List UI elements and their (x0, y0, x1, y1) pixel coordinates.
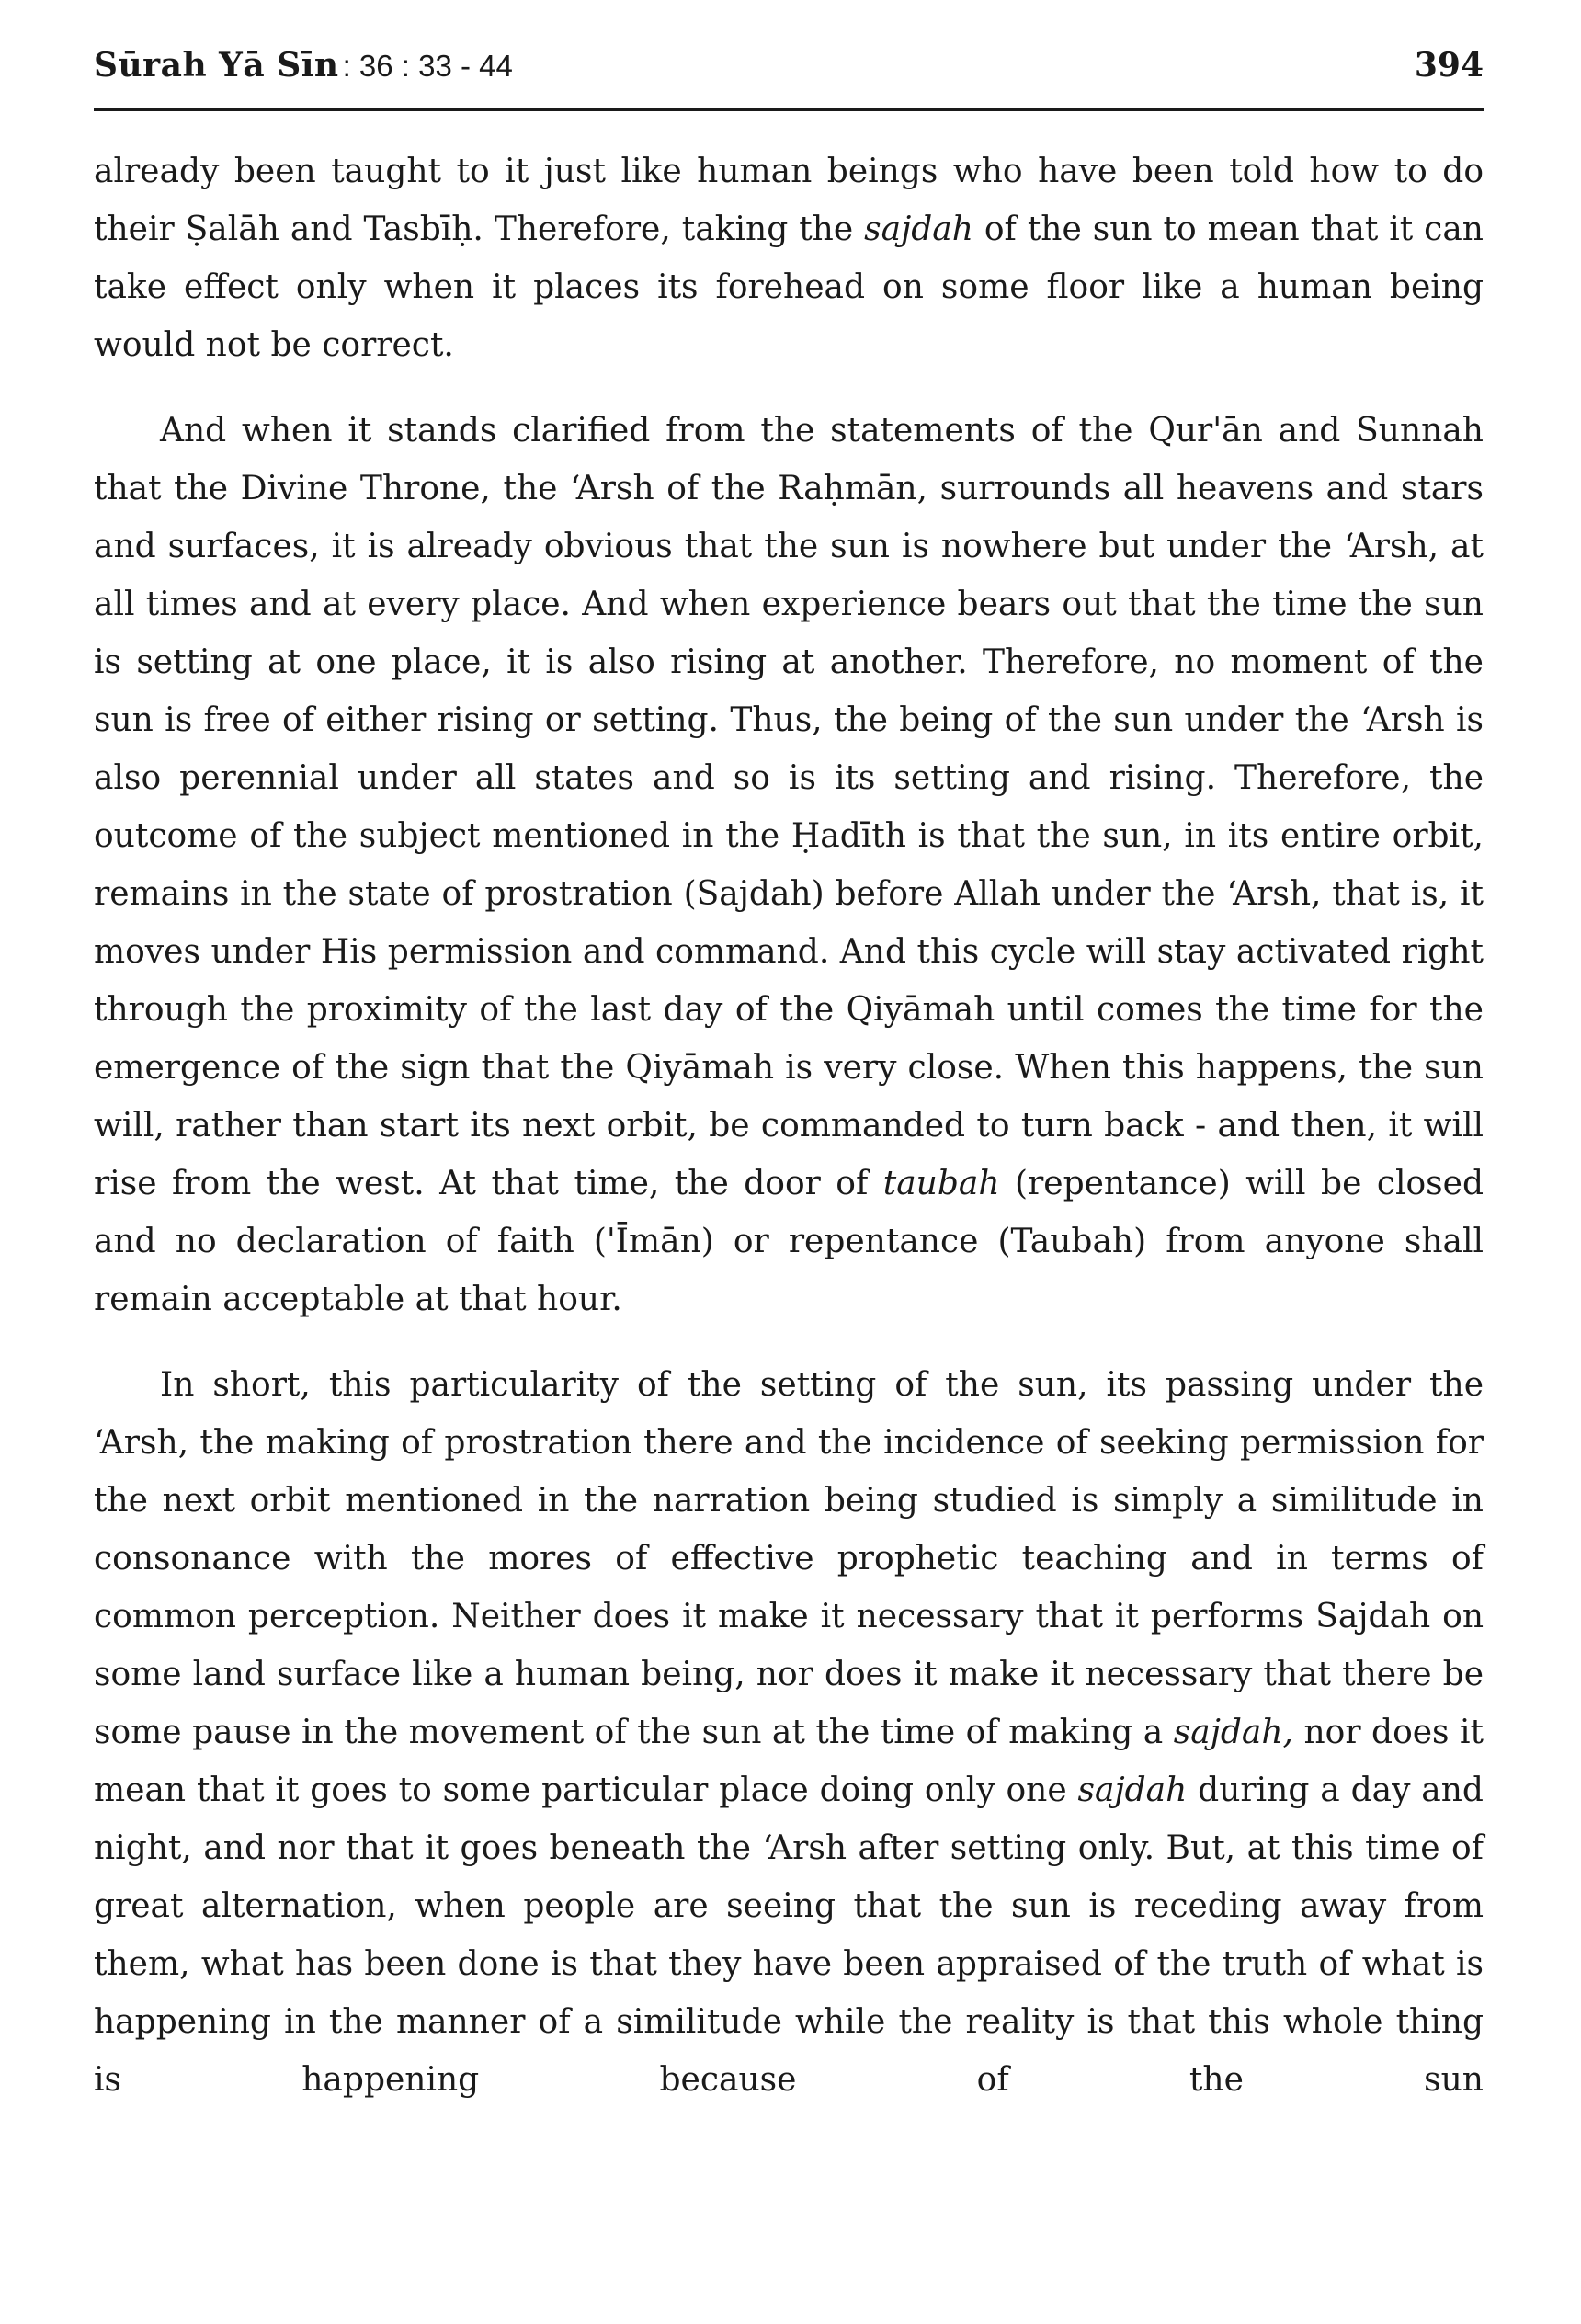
paragraph-continued (94, 142, 1484, 374)
running-header (94, 46, 1484, 111)
paragraph-text: In short, this particularity of the setting of the sun, its passing under the ‘Arsh, the making of prostration there and the incidence of seeking permission for the next orbit mentioned in the narration being studied is simply a similitude in consonance with the mores of effective prophetic teaching and in terms of common perception. Neither does it make it necessary that it performs Sajdah on some land surface like a human being, nor does it make it necessary that there be some pause in the movement of the sun at the time of making a (94, 1366, 1484, 1751)
page-number: 394 (1414, 46, 1484, 85)
paragraph-text: (repentance) will be closed and no declaration of faith ('Īmān) or repentance (Taubah) from anyone shall remain acceptable at that hour. (94, 1165, 1484, 1318)
running-title-group (94, 46, 513, 85)
italic-term: sajdah (864, 211, 973, 248)
paragraph-arsh (94, 402, 1484, 1328)
surah-title: Sūrah Yā Sīn (94, 46, 339, 85)
paragraph-text: during a day and night, and nor that it goes beneath the ‘Arsh after setting only. But, at this time of great alternation, when people are seeing that the sun is receding away from them, what has been done is that they have been appraised of the truth of what is happening in the manner of a similitude while the reality is that this whole thing is happening because of the sun (94, 1771, 1484, 2099)
verse-reference: : 36 : 33 - 44 (342, 49, 513, 83)
paragraph-text: And when it stands clarified from the statements of the Qur'ān and Sunnah that the Divine Throne, the ‘Arsh of the Raḥmān, surrounds all heavens and stars and surfaces, it is already obvious that the sun is nowhere but under the ‘Arsh, at all times and at every place. And when experience bears out that the time the sun is setting at one place, it is also rising at another. Therefore, no moment of the sun is free of either rising or setting. Thus, the being of the sun under the ‘Arsh is also perennial under all states and so is its setting and rising. Therefore, the outcome of the subject mentioned in the Ḥadīth is that the sun, in its entire orbit, remains in the state of prostration (Sajdah) before Allah under the ‘Arsh, that is, it moves under His permission and command. And this cycle will stay activated right through the proximity of the last day of the Qiyāmah until comes the time for the emergence of the sign that the Qiyāmah is very close. When this happens, the sun will, rather than start its next orbit, be commanded to turn back - and then, it will rise from the west. At that time, the door of (94, 412, 1484, 1202)
italic-term: sajdah, (1173, 1714, 1293, 1751)
book-page (94, 46, 1484, 2109)
paragraph-text: nor does it mean that it goes to some particular place doing only one (94, 1714, 1484, 1809)
paragraph-text: of the sun to mean that it can take effect only when it places its forehead on some floor like a human being would not be correct. (94, 211, 1484, 364)
italic-term: sajdah (1077, 1771, 1188, 1809)
paragraph-similitude (94, 1356, 1484, 2109)
italic-term: taubah (882, 1165, 1000, 1202)
paragraph-text: already been taught to it just like human beings who have been told how to do their Ṣalāh and Tasbīḥ. Therefore, taking the (94, 153, 1484, 248)
